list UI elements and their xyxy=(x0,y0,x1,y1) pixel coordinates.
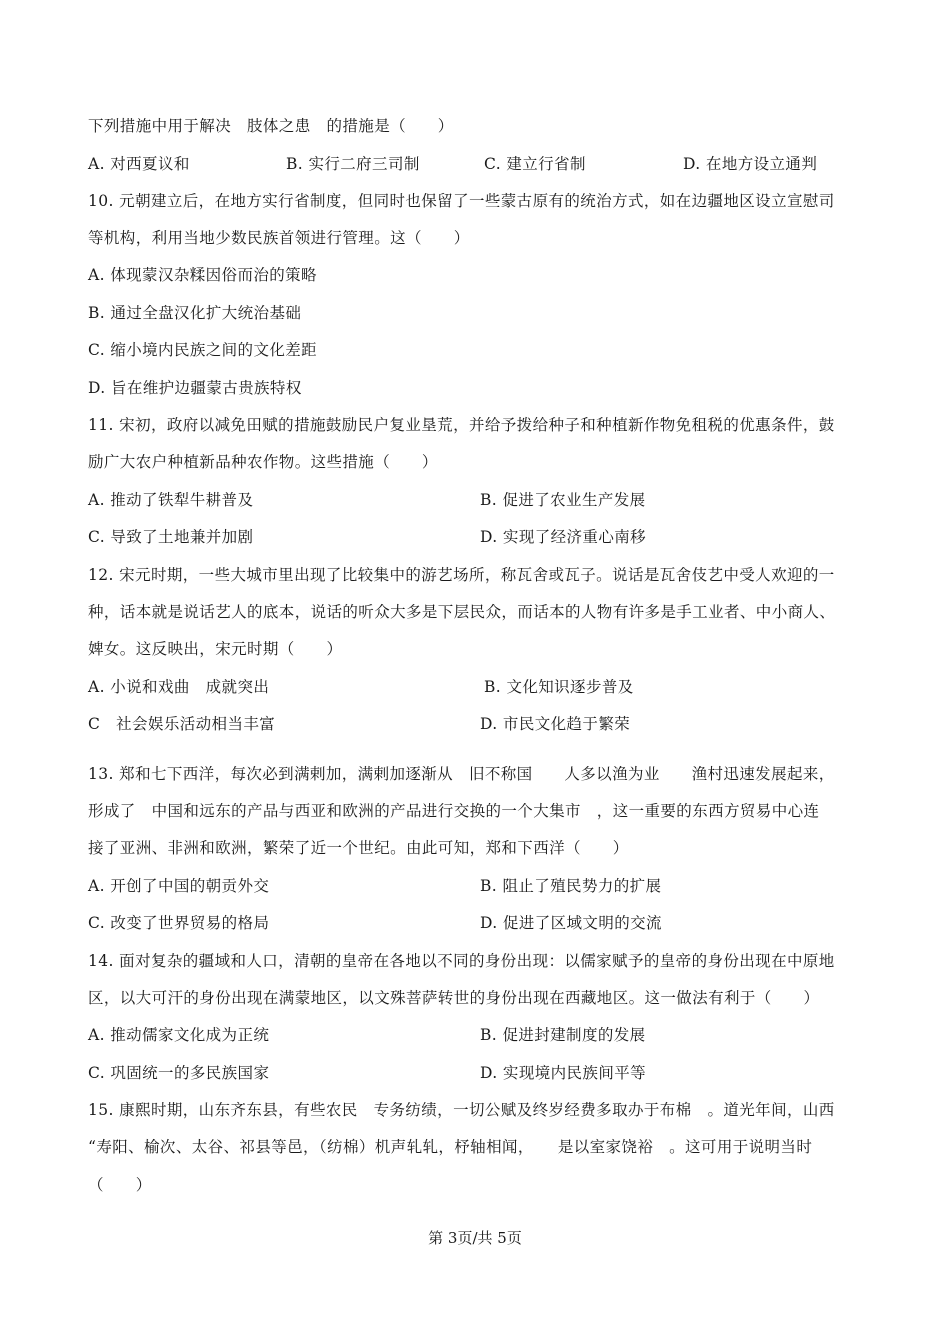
q12-stem-line2: 种，话本就是说话艺人的底本，说话的听众大多是下层民众，而话本的人物有许多是手工业者、中小商人、 xyxy=(88,603,836,621)
q12-option-a: A. 小说和戏曲 成就突出 xyxy=(88,678,270,696)
q15-stem-line2: “寿阳、榆次、太谷、祁县等邑，（纺棉）机声轧轧，杼轴相闻， 是以室家饶裕 。这可用于说明当时 xyxy=(88,1138,813,1156)
q10-option-c: C. 缩小境内民族之间的文化差距 xyxy=(88,341,318,359)
q12-option-d: D. 市民文化趋于繁荣 xyxy=(480,715,631,733)
intro-question: 下列措施中用于解决 肢体之患 的措施是（ ） xyxy=(88,117,454,135)
q14-option-c: C. 巩固统一的多民族国家 xyxy=(88,1064,270,1082)
page-number-footer: 第 3页/共 5页 xyxy=(428,1229,522,1247)
q10-option-d: D. 旨在维护边疆蒙古贵族特权 xyxy=(88,379,302,397)
q14-option-d: D. 实现境内民族间平等 xyxy=(480,1064,647,1082)
q15-stem-line1: 15. 康熙时期，山东齐东县，有些农民 专务纺绩，一切公赋及终岁经费多取办于布棉 。道光年间，山西 xyxy=(88,1101,835,1119)
q10-stem-line1: 10. 元朝建立后，在地方实行省制度，但同时也保留了一些蒙古原有的统治方式，如在边疆地区设立宣慰司 xyxy=(88,192,835,210)
q12-option-b: B. 文化知识逐步普及 xyxy=(484,678,634,696)
q11-option-b: B. 促进了农业生产发展 xyxy=(480,491,646,509)
q13-stem-line1: 13. 郑和七下西洋，每次必到满剌加，满剌加逐渐从 旧不称国 人多以渔为业 渔村迅速发展起来， xyxy=(88,765,835,783)
q10-option-b: B. 通过全盘汉化扩大统治基础 xyxy=(88,304,302,322)
intro-option-d: D. 在地方设立通判 xyxy=(683,155,818,173)
q10-option-a: A. 体现蒙汉杂糅因俗而治的策略 xyxy=(88,266,317,284)
q13-option-a: A. 开创了中国的朝贡外交 xyxy=(88,877,270,895)
q12-option-c: C 社会娱乐活动相当丰富 xyxy=(88,715,276,733)
q15-stem-line3: （ ） xyxy=(88,1176,152,1194)
q11-stem-line1: 11. 宋初，政府以减免田赋的措施鼓励民户复业垦荒，并给予拨给种子和种植新作物免租税的优惠条件，鼓 xyxy=(88,416,835,434)
q13-option-d: D. 促进了区域文明的交流 xyxy=(480,914,662,932)
q13-stem-line2: 形成了 中国和远东的产品与西亚和欧洲的产品进行交换的一个大集市 ，这一重要的东西方贸易中心连 xyxy=(88,802,820,820)
q14-option-a: A. 推动儒家文化成为正统 xyxy=(88,1026,270,1044)
q11-option-c: C. 导致了土地兼并加剧 xyxy=(88,528,254,546)
q14-stem-line2: 区，以大可汗的身份出现在满蒙地区，以文殊菩萨转世的身份出现在西藏地区。这一做法有利于（ ） xyxy=(88,989,820,1007)
q11-stem-line2: 励广大农户种植新品种农作物。这些措施（ ） xyxy=(88,453,438,471)
q13-option-c: C. 改变了世界贸易的格局 xyxy=(88,914,270,932)
q14-option-b: B. 促进封建制度的发展 xyxy=(480,1026,646,1044)
q10-stem-line2: 等机构，利用当地少数民族首领进行管理。这（ ） xyxy=(88,229,470,247)
q13-stem-line3: 接了亚洲、非洲和欧洲，繁荣了近一个世纪。由此可知，郑和下西洋（ ） xyxy=(88,839,629,857)
intro-option-a: A. 对西夏议和 xyxy=(88,155,190,173)
q13-option-b: B. 阻止了殖民势力的扩展 xyxy=(480,877,662,895)
intro-option-b: B. 实行二府三司制 xyxy=(286,155,420,173)
q12-stem-line3: 婢女。这反映出，宋元时期（ ） xyxy=(88,640,343,658)
q12-stem-line1: 12. 宋元时期，一些大城市里出现了比较集中的游艺场所，称瓦舍或瓦子。说话是瓦舍伎艺中受人欢迎的一 xyxy=(88,566,835,584)
q14-stem-line1: 14. 面对复杂的疆域和人口，清朝的皇帝在各地以不同的身份出现：以儒家赋予的皇帝的身份出现在中原地 xyxy=(88,952,835,970)
intro-option-c: C. 建立行省制 xyxy=(484,155,586,173)
q11-option-a: A. 推动了铁犁牛耕普及 xyxy=(88,491,254,509)
q11-option-d: D. 实现了经济重心南移 xyxy=(480,528,647,546)
